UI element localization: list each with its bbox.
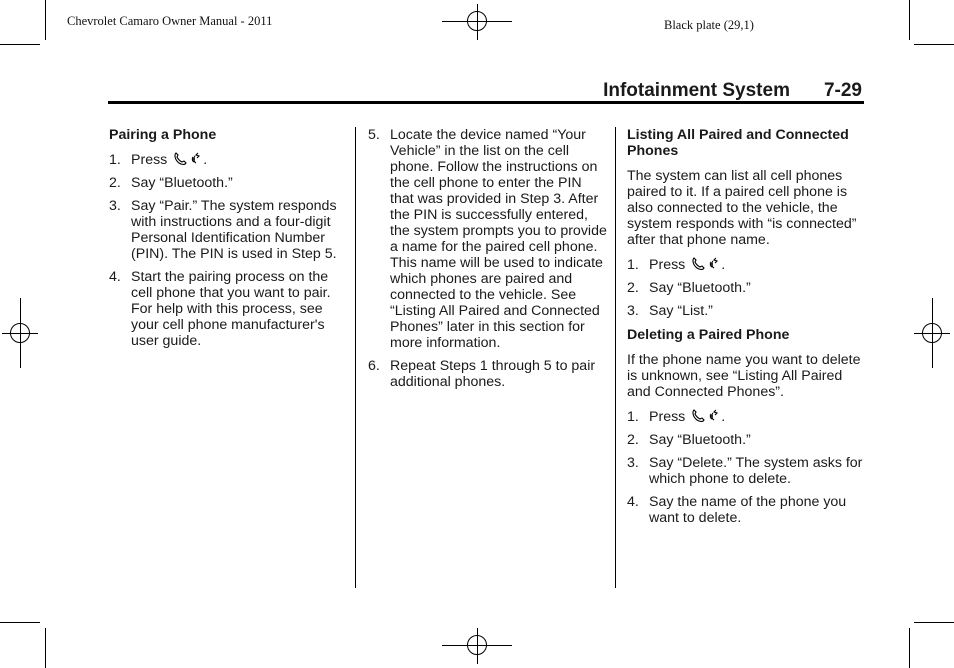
step-number: 1. [627,257,639,273]
list-item [109,175,349,191]
crop-mark [45,628,46,668]
registration-mark-left [2,298,38,368]
step-text: Start the pairing process on the cell phone that you want to pair. For help with this process, see your cell phone manufacturer's user guide. [131,269,331,349]
step-punctuation: . [203,152,208,168]
section-title: Infotainment System [603,80,790,101]
list-item [627,280,867,296]
step-number: 3. [627,303,639,319]
list-item [368,127,608,351]
step-text: Say “Pair.” The system responds with instructions and a four-digit Personal Identification Number (PIN). The PIN is used in Step 5. [131,198,337,262]
step-text: Repeat Steps 1 through 5 to pair additional phones. [390,358,596,390]
header-rule [108,101,864,104]
crop-mark [909,0,910,40]
step-number: 1. [109,152,121,168]
column-divider [615,127,616,588]
column-divider [355,127,356,588]
step-number: 5. [368,127,380,143]
step-punctuation: . [721,257,726,273]
list-item [109,269,349,349]
manual-title: Chevrolet Camaro Owner Manual - 2011 [67,14,273,28]
plate-label: Black plate (29,1) [664,18,754,32]
list-item [627,455,867,487]
step-text: Say “Bluetooth.” [649,432,751,448]
crop-mark [914,622,954,623]
voice-recognition-icon [707,409,721,423]
step-list [368,127,608,390]
paragraph: The system can list all cell phones paired to it. If a paired cell phone is also connected to the vehicle, the system responds with “is connected” after that phone name. [627,168,857,248]
step-text: Say “Delete.” The system asks for which phone to delete. [649,455,863,487]
crop-mark [909,628,910,668]
registration-mark-top [442,4,512,40]
paragraph: If the phone name you want to delete is unknown, see “Listing All Paired and Connected Phones”. [627,352,861,400]
step-text: Press [649,409,686,425]
step-number: 2. [627,432,639,448]
step-number: 2. [627,280,639,296]
registration-mark-bottom [442,628,512,664]
step-number: 1. [627,409,639,425]
phone-icon [173,152,187,166]
step-number: 2. [109,175,121,191]
step-text: Say “List.” [649,303,713,319]
phone-icon [691,257,705,271]
step-number: 6. [368,358,380,374]
step-number: 4. [627,494,639,510]
phone-icon [691,409,705,423]
step-text: Press [649,257,686,273]
step-list [109,152,349,349]
page-number: 7-29 [823,80,862,101]
list-item [627,494,867,526]
list-item [627,432,867,448]
step-number: 3. [109,198,121,214]
step-list [627,409,867,526]
crop-mark [45,0,46,40]
step-punctuation: . [721,409,726,425]
list-item [627,409,867,425]
step-text: Say “Bluetooth.” [131,175,233,191]
crop-mark [0,622,40,623]
column-1 [109,127,349,357]
registration-mark-right [914,298,950,368]
column-3 [627,127,867,534]
step-text: Locate the device named “Your Vehicle” in the list on the cell phone. Follow the instructions on the cell phone to enter the PIN that was provided in Step 3. After the PIN is successfully entered, the system prompts you to provide a name for the paired cell phone. This name will be used to indicate which phones are paired and connected to the vehicle. See “Listing All Paired and Connected Phones” later in this section for more information. [390,127,607,351]
page-header [603,80,862,102]
list-item [109,152,349,168]
voice-recognition-icon [189,152,203,166]
step-text: Say the name of the phone you want to delete. [649,494,847,526]
list-item [109,198,349,262]
voice-recognition-icon [707,257,721,271]
step-number: 4. [109,269,121,285]
step-text: Press [131,152,168,168]
section-heading: Deleting a Paired Phone [627,327,790,343]
crop-mark [0,44,40,45]
list-item [627,303,867,319]
step-number: 3. [627,455,639,471]
crop-mark [914,44,954,45]
list-item [627,257,867,273]
column-2 [368,127,608,398]
step-list [627,257,867,319]
section-heading: Pairing a Phone [109,127,217,143]
step-text: Say “Bluetooth.” [649,280,751,296]
list-item [368,358,608,390]
section-heading: Listing All Paired and Connected Phones [627,127,849,159]
